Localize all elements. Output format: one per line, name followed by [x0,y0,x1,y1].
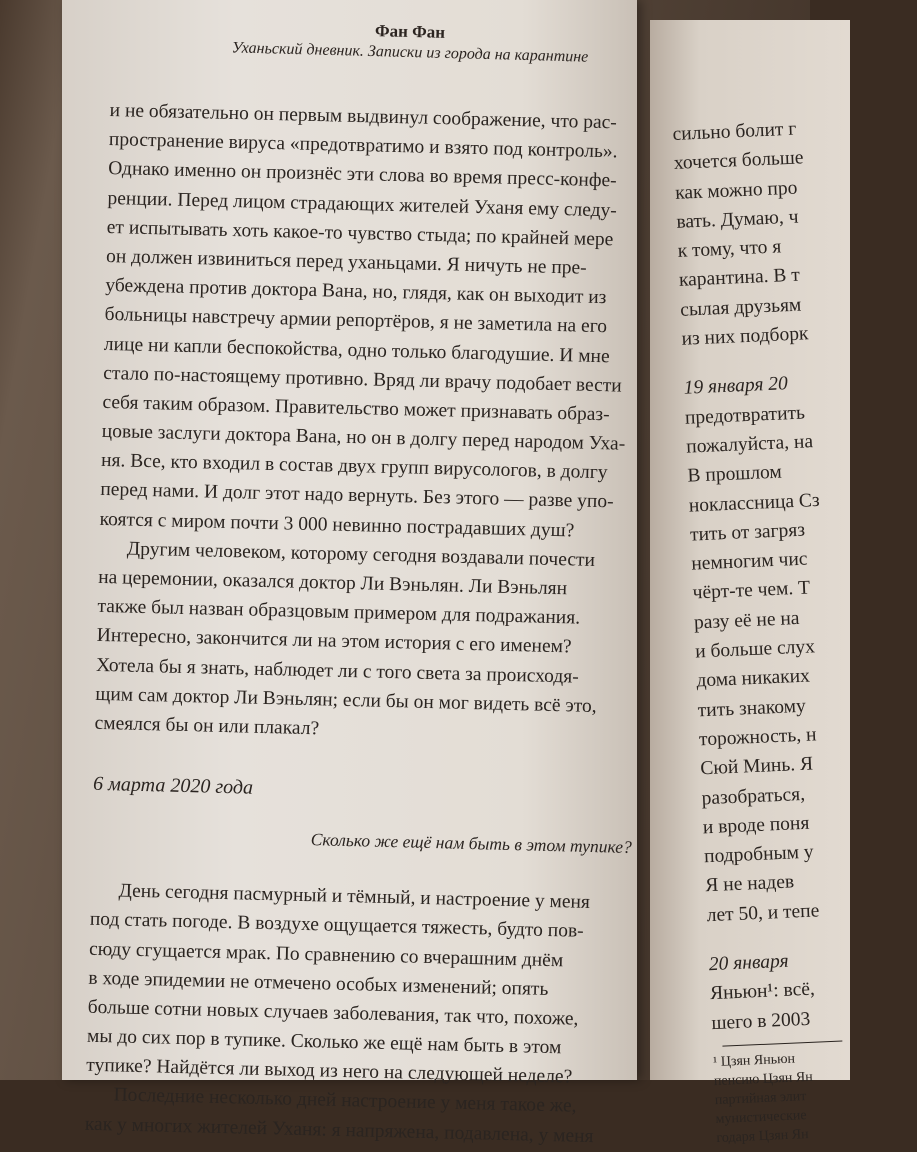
right-page-lines-mid [684,395,907,931]
right-page-footnotes [713,1044,917,1148]
text-line: ренции. Перед лицом страдающих жителей Уханя ему следу- [107,187,618,221]
text-line: он должен извиниться перед уханьцами. Я ничуть не пре- [105,245,587,279]
text-line: сюду сгущается мрак. По сравнению со вчерашним днём [88,938,564,971]
text-line: разобраться, [701,783,806,809]
text-line: смеялся бы он или плакал? [94,712,320,740]
right-page-lines-end [710,971,912,1038]
text-line: сильно болит г [672,118,797,145]
paragraph-3 [86,876,631,1093]
right-date-heading-2: 20 января [708,950,790,976]
right-page-text [672,111,917,1148]
text-line: в ходе эпидемии не отмечено особых изменений; опять [88,967,549,1000]
text-line: годаря Цзян Ян [716,1126,809,1146]
text-line: из них подборк [681,323,809,350]
text-line: карантина. В т [678,265,801,292]
text-line: ¹ Цзян Яньюн [712,1051,796,1071]
text-line: разу её не на [693,607,800,634]
text-line: пожалуйста, на [685,431,814,458]
text-line: и больше слух [694,636,816,663]
date-heading: 6 марта 2020 года [92,772,254,799]
text-line: цовые заслуги доктора Вана, но он в долгу перед народом Уха- [101,420,626,455]
text-line: ет испытывать хоть какое-то чувство стыда; по крайней мере [106,216,614,251]
text-line: лет 50, и тепе [706,900,820,926]
text-line: себя таким образом. Правительство может признавать образ- [102,391,610,426]
text-line: торожность, н [698,724,817,751]
paragraph-4 [85,1080,626,1152]
text-line: чёрт-те чем. Т [692,577,811,604]
text-line: вать. Думаю, ч [676,206,799,233]
text-line: мы до сих пор в тупике. Сколько же ещё нам быть в этом [86,1025,562,1059]
running-header-title: Уханьский дневник. Записки из города на карантине [231,39,589,66]
text-line: больницы навстречу армии репортёров, я не заметила на его [104,304,608,338]
text-line: лице ни капли беспокойства, одно только благодушие. И мне [103,333,610,367]
text-line: шего в 2003 [710,1008,811,1034]
text-line: немногим чис [690,548,808,575]
text-line: к тому, что я [677,236,782,263]
left-page-text [85,96,650,1152]
paragraph-1 [99,96,650,547]
text-line: подробным у [703,841,814,868]
right-date-heading-1: 19 января 20 [683,373,789,400]
text-line: хочется больше [673,147,804,175]
text-line: и вроде поня [702,812,810,839]
text-line: партийная элит [714,1088,807,1108]
running-header-author: Фан Фан [374,21,446,42]
text-line: Яньюн¹: всё, [709,978,816,1005]
text-line: ня. Все, кто входил в состав двух групп вирусологов, в долгу [100,450,608,484]
text-line: Однако именно он произнёс эти слова во время пресс-конфе- [107,158,617,192]
text-line: под стать погоде. В воздухе ощущается тяжесть, будто пов- [89,909,584,943]
text-line: дома никаких [696,665,811,692]
text-line: также был назван образцовым примером для подражания. [97,596,581,629]
text-line: Другим человеком, которому сегодня воздавали почести [126,538,596,571]
text-line: Интересно, закончится ли на этом история с его именем? [96,625,572,658]
right-page-lines-top [672,111,882,354]
text-line: как у многих жителей Уханя: я напряжена, подавлена, у меня [84,1113,594,1147]
text-line: Я не надев [704,871,795,897]
text-line: День сегодня пасмурный и тёмный, и настроение у меня [118,880,591,914]
text-line: тить от загряз [689,519,806,546]
text-line: стало по-настоящему противно. Вряд ли врачу подобает вести [102,362,622,397]
paragraph-2 [94,534,639,751]
text-line: на церемонии, оказался доктор Ли Вэньлян. Ли Вэньлян [97,566,568,600]
text-line: ноклассница Сз [688,489,821,517]
text-line: больше сотни новых случаев заболевания, так что, похоже, [87,996,579,1030]
text-line: тить знакому [697,695,807,722]
text-line: мунистические [715,1107,807,1127]
text-line: щим сам доктор Ли Вэньлян; если бы он мог видеть всё это, [95,683,597,717]
text-line: перед нами. И долг этот надо вернуть. Без этого — разве упо- [100,479,614,513]
text-line: тупике? Найдётся ли выход из него на следующей неделе? [86,1054,573,1088]
text-line: убеждена против доктора Вана, но, глядя, как он выходит из [105,275,607,309]
text-line: как можно про [674,177,798,204]
text-line: Последние несколько дней настроение у меня такое же, [113,1084,577,1118]
text-line: и не обязательно он первым выдвинул соображение, что рас- [109,99,618,134]
text-line: пенсию Цзян Ян [713,1069,813,1089]
text-line: пространение вируса «предотвратимо и взято под контроль». [108,129,618,163]
text-line: Сюй Минь. Я [699,753,814,780]
right-page [650,20,850,1146]
text-line: В прошлом [687,461,783,487]
text-line: предотвратить [684,402,806,429]
text-line: коятся с миром почти 3 000 невинно пострадавших душ? [99,508,575,542]
text-line: Хотела бы я знать, наблюдет ли с того света за происходя- [95,654,580,688]
section-subheading: Сколько же ещё нам быть в этом тупике? [310,829,633,858]
text-line: сылая друзьям [679,294,802,321]
footnote-rule [722,1040,842,1046]
